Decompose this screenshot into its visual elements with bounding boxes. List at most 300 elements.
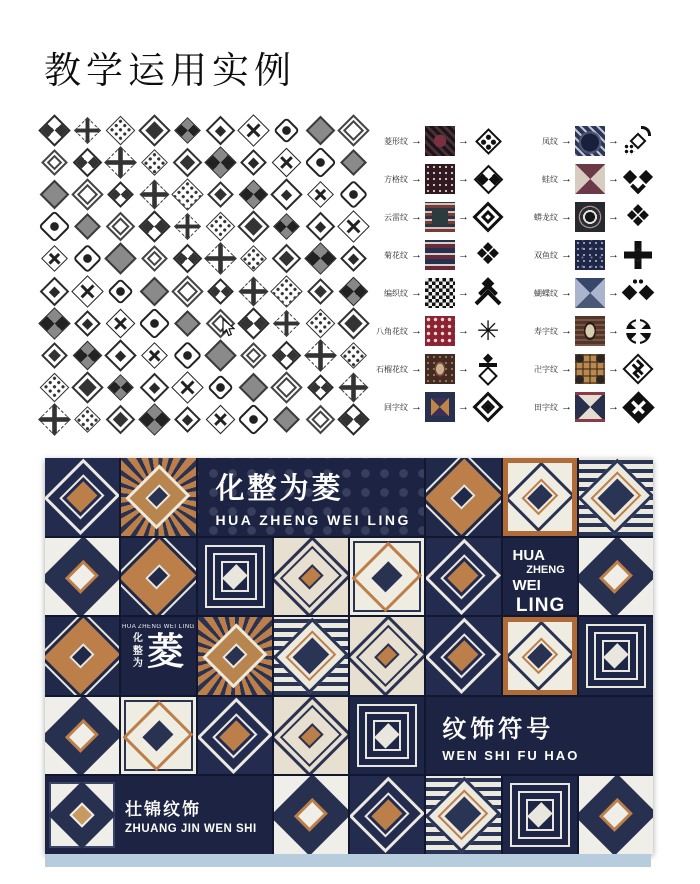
diamond-motif-icon <box>106 115 136 145</box>
poster-title-banner <box>198 458 425 536</box>
poster-pattern-tile <box>45 617 119 695</box>
poster-wenshi-zh: 纹饰符号 <box>442 715 555 743</box>
diamond-motif-icon <box>38 210 71 243</box>
arrow-icon: → <box>561 400 572 413</box>
fabric-swatch <box>425 316 455 346</box>
diamond-motif-icon <box>41 245 68 272</box>
brocade-motif <box>138 178 171 210</box>
diamond-motif-icon <box>274 406 301 433</box>
chevron-stack-icon <box>472 277 504 309</box>
poster-pattern-tile <box>45 458 119 536</box>
brocade-motif <box>270 372 303 404</box>
brocade-motif <box>204 275 237 307</box>
poster-ling-top-en: HUA ZHENG WEI LING <box>122 624 195 631</box>
diamond-motif-icon <box>173 147 203 177</box>
knot-cross-icon <box>622 239 654 271</box>
diamond-motif-icon <box>73 244 103 274</box>
poster-pattern-tile <box>198 538 272 616</box>
diamond-motif-icon <box>271 371 304 404</box>
brocade-motif <box>71 114 104 146</box>
diamond-motif-icon <box>171 275 204 308</box>
pattern-label: 石榴花纹 <box>376 364 408 374</box>
brocade-motif <box>171 211 204 243</box>
pattern-mapping-row <box>504 312 654 350</box>
diamond-ring-icon <box>472 201 504 233</box>
page-title: 教学运用实例 <box>44 51 296 92</box>
tian-diamond-icon <box>622 391 654 423</box>
brocade-motif <box>138 146 171 178</box>
poster-title-en: HUA ZHENG WEI LING <box>215 511 411 528</box>
brocade-motif <box>104 307 137 339</box>
brocade-motif <box>171 178 204 210</box>
diamond-motif-icon <box>40 276 70 306</box>
brocade-motif <box>237 211 270 243</box>
pattern-mapping-row <box>504 160 654 198</box>
pattern-label: 田字纹 <box>534 402 558 412</box>
poster-title-zh: 化整为菱 <box>215 472 344 505</box>
brocade-motif <box>270 178 303 210</box>
fabric-swatch <box>575 392 605 422</box>
fabric-swatch <box>575 164 605 194</box>
diamond-motif-icon <box>141 245 168 272</box>
arrow-icon: → <box>608 400 619 413</box>
diamond-motif-icon <box>307 374 334 401</box>
poster-side-line: LING <box>515 594 566 616</box>
arrow-icon: → <box>561 286 572 299</box>
arrow-icon: → <box>608 286 619 299</box>
diamond-motif-icon <box>138 404 171 437</box>
diamond-motif-icon <box>141 149 168 176</box>
diamond-motif-icon <box>337 307 370 340</box>
brocade-motif <box>71 404 104 436</box>
brocade-motif <box>71 211 104 243</box>
brocade-motif <box>38 404 71 436</box>
pattern-mapping-column-left <box>368 122 504 426</box>
star8-icon <box>472 315 504 347</box>
brocade-motif <box>237 146 270 178</box>
brocade-motif <box>304 339 337 371</box>
arrow-icon: → <box>458 172 469 185</box>
diamond-motif-icon <box>305 212 335 242</box>
diamond-motif-icon <box>238 307 271 340</box>
arrow-icon: → <box>608 134 619 147</box>
diamond-motif-icon <box>105 339 138 372</box>
brocade-motif <box>71 178 104 210</box>
swastika-diamond-icon <box>622 353 654 385</box>
diamond-motif-icon <box>339 180 369 210</box>
brocade-motif <box>337 404 370 436</box>
poster-ling-vertical-zh <box>133 633 143 671</box>
poster-ling-wrap <box>133 633 184 671</box>
fabric-swatch <box>425 392 455 422</box>
diamond-motif-icon <box>304 243 337 276</box>
pattern-mapping-row <box>504 198 654 236</box>
brocade-motif <box>337 339 370 371</box>
poster-bottom-strip <box>45 854 651 867</box>
brocade-motif <box>270 404 303 436</box>
arrow-icon: → <box>458 324 469 337</box>
diamond-motif-icon <box>238 404 271 437</box>
brocade-motif <box>38 114 71 146</box>
poster-pattern-tile <box>426 538 500 616</box>
arrow-icon: → <box>411 210 422 223</box>
fabric-swatch <box>575 126 605 156</box>
fabric-swatch <box>575 278 605 308</box>
diamond-motif-icon <box>38 114 71 147</box>
brocade-motif <box>38 146 71 178</box>
brocade-motif <box>304 178 337 210</box>
pattern-mapping-row <box>368 388 504 426</box>
brocade-motif <box>38 372 71 404</box>
fabric-swatch <box>575 354 605 384</box>
pattern-mapping-row <box>368 122 504 160</box>
pattern-mapping-row <box>504 236 654 274</box>
pattern-label: 云雷纹 <box>384 212 408 222</box>
brocade-motif <box>237 339 270 371</box>
arrow-icon: → <box>561 210 572 223</box>
diamond-motif-icon <box>207 374 234 401</box>
arrow-icon: → <box>458 134 469 147</box>
arrow-icon: → <box>458 210 469 223</box>
shou-medallion-icon <box>622 315 654 347</box>
brocade-motif <box>337 372 370 404</box>
diamond-motif-icon <box>108 278 135 305</box>
brocade-motif <box>138 339 171 371</box>
brocade-motif <box>38 307 71 339</box>
poster-pattern-tile <box>121 697 195 775</box>
butterfly-icon-part <box>632 279 644 284</box>
arrow-icon: → <box>411 324 422 337</box>
pinwheel-icon <box>472 163 504 195</box>
poster-pattern-tile <box>350 617 424 695</box>
poster-pattern-tile <box>503 617 577 695</box>
poster-pattern-tile <box>274 776 348 854</box>
poster-zhuang-zh: 壮锦纹饰 <box>125 800 201 820</box>
brocade-motif <box>71 339 104 371</box>
fabric-swatch <box>425 354 455 384</box>
brocade-motif <box>204 339 237 371</box>
diamond-motif-icon <box>240 342 267 369</box>
butterfly-icon <box>622 277 654 309</box>
brocade-motif <box>138 404 171 436</box>
diamond-motif-icon <box>339 373 369 403</box>
brocade-motif <box>71 307 104 339</box>
brocade-motif <box>304 404 337 436</box>
diamond-motif-icon <box>204 339 237 372</box>
diamond-motif-icon <box>238 114 271 147</box>
diamond-motif-icon <box>74 117 101 144</box>
arrow-icon: → <box>561 172 572 185</box>
bird-diamond-icon-part <box>479 363 497 367</box>
fabric-swatch <box>575 240 605 270</box>
brocade-motif <box>171 307 204 339</box>
arrow-icon: → <box>561 324 572 337</box>
brocade-motif <box>304 114 337 146</box>
arrow-icon: → <box>561 248 572 261</box>
diamond-motif-icon <box>239 276 269 306</box>
diamond-motif-icon <box>307 181 334 208</box>
brocade-motif <box>38 178 71 210</box>
diamond-motif-icon <box>207 181 234 208</box>
poster-zhuang-en: ZHUANG JIN WEN SHI <box>125 823 257 836</box>
brocade-motif <box>138 275 171 307</box>
pattern-label: 寿字纹 <box>534 326 558 336</box>
poster-pattern-tile <box>579 458 653 536</box>
poster-pattern-tile <box>274 697 348 775</box>
brocade-motif <box>138 307 171 339</box>
diamond-motif-icon <box>340 245 367 272</box>
diamond-motif-icon <box>240 245 267 272</box>
diamond-motif-icon <box>339 276 369 306</box>
diamond-motif-icon <box>74 213 101 240</box>
poster-pattern-tile <box>426 458 500 536</box>
brocade-motif <box>304 307 337 339</box>
fabric-swatch <box>425 240 455 270</box>
diamond-motif-icon <box>171 371 204 404</box>
diamond-motif-icon <box>272 244 302 274</box>
brocade-motif <box>104 243 137 275</box>
brocade-motif <box>171 339 204 371</box>
diamond-motif-icon <box>274 310 301 337</box>
diamond-motif-icon <box>173 244 203 274</box>
brocade-motif <box>171 275 204 307</box>
brocade-motif <box>304 372 337 404</box>
brocade-motif <box>237 243 270 275</box>
arrow-icon: → <box>561 134 572 147</box>
brocade-motif <box>171 243 204 275</box>
brocade-motif <box>337 178 370 210</box>
brocade-motif <box>337 146 370 178</box>
diamond-motif-icon <box>305 308 335 338</box>
pattern-label: 凤纹 <box>542 136 558 146</box>
diamond-motif-icon <box>337 114 370 147</box>
diamond-motif-icon <box>271 275 304 308</box>
poster-pattern-tile <box>121 458 195 536</box>
diamond-motif-icon <box>174 406 201 433</box>
arrow-icon: → <box>608 172 619 185</box>
arrow-icon: → <box>411 172 422 185</box>
diamond-motif-icon <box>174 117 201 144</box>
pattern-mapping-row <box>504 388 654 426</box>
brocade-motif <box>304 243 337 275</box>
diamond-motif-icon <box>73 341 103 371</box>
diamond-motif-icon <box>72 275 105 308</box>
brocade-motif <box>104 211 137 243</box>
diamond-motif-icon <box>40 180 70 210</box>
diamond-motif-icon <box>41 342 68 369</box>
brocade-motif <box>270 275 303 307</box>
diamond-motif-icon <box>138 114 171 147</box>
diamond-motif-icon <box>271 178 304 211</box>
diamond-motif-icon <box>108 374 135 401</box>
pattern-label: 方格纹 <box>384 174 408 184</box>
diamond-motif-icon <box>272 341 302 371</box>
poster-side-line: ZHENG <box>526 563 565 576</box>
pattern-label: 回字纹 <box>384 402 408 412</box>
brocade-motif <box>104 372 137 404</box>
poster-wenshi-banner <box>426 697 653 775</box>
corner-diamonds-icon <box>622 201 654 233</box>
pattern-label: 蛙纹 <box>542 174 558 184</box>
diamond-motif-icon <box>38 404 71 437</box>
pattern-label: 八角花纹 <box>376 326 408 336</box>
brocade-motif <box>71 146 104 178</box>
pattern-mapping-row <box>368 160 504 198</box>
brocade-motif <box>104 339 137 371</box>
diamond-motif-icon <box>274 213 301 240</box>
diamond-motif-icon <box>74 406 101 433</box>
diamond-motif-icon <box>38 307 71 340</box>
diamond-motif-icon <box>72 371 105 404</box>
pattern-label: 卍字纹 <box>534 364 558 374</box>
brocade-motif <box>304 146 337 178</box>
arrow-icon: → <box>411 286 422 299</box>
poster-pattern-tile <box>198 697 272 775</box>
diamond-motif-icon <box>340 149 367 176</box>
diamond-motif-icon <box>173 341 203 371</box>
diamond-motif-icon <box>238 210 271 243</box>
pattern-mapping-column-right <box>504 122 654 426</box>
brocade-motif <box>104 114 137 146</box>
chevron-cluster-icon <box>622 163 654 195</box>
poster-ling-vertical-char: 为 <box>132 658 143 670</box>
diamond-motif-icon <box>204 146 237 179</box>
brocade-motif <box>237 307 270 339</box>
brocade-motif <box>38 275 71 307</box>
poster-ling-tile <box>121 617 195 695</box>
brocade-motif <box>71 372 104 404</box>
brocade-motif <box>270 146 303 178</box>
brocade-motif <box>104 146 137 178</box>
brocade-motif <box>237 404 270 436</box>
diamond-motif-icon <box>138 210 171 243</box>
diamond-motif-icon <box>41 149 68 176</box>
diamond-motif-icon <box>206 405 236 435</box>
brocade-motif <box>337 275 370 307</box>
pattern-mapping-row <box>368 274 504 312</box>
chevron-cluster-icon-part <box>630 179 646 195</box>
brocade-motif <box>204 114 237 146</box>
brocade-motif <box>104 404 137 436</box>
poster-side-line: HUA <box>512 546 545 564</box>
poster-side-line: WEI <box>512 576 541 594</box>
diamond-motif-icon <box>240 149 267 176</box>
fabric-swatch <box>425 126 455 156</box>
diamond-motif-icon <box>106 405 136 435</box>
fabric-swatch <box>425 164 455 194</box>
diamond-motif-icon <box>106 212 136 242</box>
brocade-motif <box>204 243 237 275</box>
diamond-motif-icon <box>337 404 370 437</box>
knot-cross-icon-part <box>632 249 645 262</box>
diamond-motif-icon <box>139 276 169 306</box>
brocade-motif <box>104 275 137 307</box>
poster-ling-vertical-char: 化 <box>132 633 143 645</box>
arrow-icon: → <box>458 400 469 413</box>
brocade-motif <box>71 275 104 307</box>
brocade-motif <box>270 307 303 339</box>
poster-pattern-tile <box>198 617 272 695</box>
diamond-motif-icon <box>74 310 101 337</box>
brocade-motif <box>304 275 337 307</box>
fabric-swatch <box>425 278 455 308</box>
poster-pattern-tile <box>274 617 348 695</box>
arrow-icon: → <box>411 362 422 375</box>
diamond-motif-icon <box>272 147 302 177</box>
diamond-motif-icon <box>304 146 337 179</box>
brocade-motif <box>204 404 237 436</box>
brocade-motif <box>337 114 370 146</box>
diamond-motif-icon <box>204 243 237 276</box>
arrow-icon: → <box>608 362 619 375</box>
brocade-motif <box>171 146 204 178</box>
bird-diamond-icon <box>472 353 504 385</box>
arrow-icon: → <box>458 248 469 261</box>
brocade-motif <box>104 178 137 210</box>
arrow-icon: → <box>458 286 469 299</box>
pattern-label: 菱形纹 <box>384 136 408 146</box>
mouse-cursor-icon <box>222 318 235 337</box>
poster-pattern-tile <box>579 776 653 854</box>
fabric-swatch <box>425 202 455 232</box>
poster-pattern-tile <box>121 538 195 616</box>
brocade-motif <box>71 243 104 275</box>
arrow-icon: → <box>411 248 422 261</box>
brocade-motif <box>204 372 237 404</box>
diamond-motif-icon <box>337 210 370 243</box>
poster-pattern-tile <box>45 538 119 616</box>
pattern-label: 编织纹 <box>384 288 408 298</box>
brocade-motif <box>204 178 237 210</box>
brocade-motif <box>237 114 270 146</box>
diamond-motif-icon <box>340 342 367 369</box>
pattern-mapping-row <box>504 350 654 388</box>
diamond-motif-icon <box>138 307 171 340</box>
diamond-motif-icon <box>174 310 201 337</box>
diamond-motif-icon <box>305 115 335 145</box>
poster-pattern-tile <box>350 776 424 854</box>
diamond-dot-icon <box>472 391 504 423</box>
diamond-motif-icon <box>305 405 335 435</box>
pattern-mapping-row <box>368 312 504 350</box>
poster-zhuang-text <box>125 795 257 835</box>
brocade-motif <box>270 211 303 243</box>
brocade-motif <box>270 339 303 371</box>
pattern-label: 菊花纹 <box>384 250 408 260</box>
fabric-swatch <box>575 316 605 346</box>
pattern-mapping-row <box>368 198 504 236</box>
brocade-motif <box>171 404 204 436</box>
poster-pattern-tile <box>45 697 119 775</box>
poster-pattern-tile <box>350 697 424 775</box>
poster-pattern-tile <box>579 617 653 695</box>
brocade-motif <box>138 372 171 404</box>
pattern-mapping-row <box>504 122 654 160</box>
arrow-icon: → <box>411 134 422 147</box>
diamond-motif-icon <box>174 213 201 240</box>
pattern-label: 蟒龙纹 <box>534 212 558 222</box>
poster-wenshi-en: WEN SHI FU HAO <box>442 747 580 763</box>
brocade-motif <box>204 211 237 243</box>
diamond-motif-icon <box>105 146 138 179</box>
diamond-motif-icon <box>239 180 269 210</box>
diamond-motif-icon <box>105 243 138 276</box>
brocade-motif <box>270 243 303 275</box>
diamond-motif-icon <box>139 180 169 210</box>
brocade-motif <box>270 114 303 146</box>
poster-zhuang-banner <box>45 776 272 854</box>
diamond-motif-icon <box>206 212 236 242</box>
